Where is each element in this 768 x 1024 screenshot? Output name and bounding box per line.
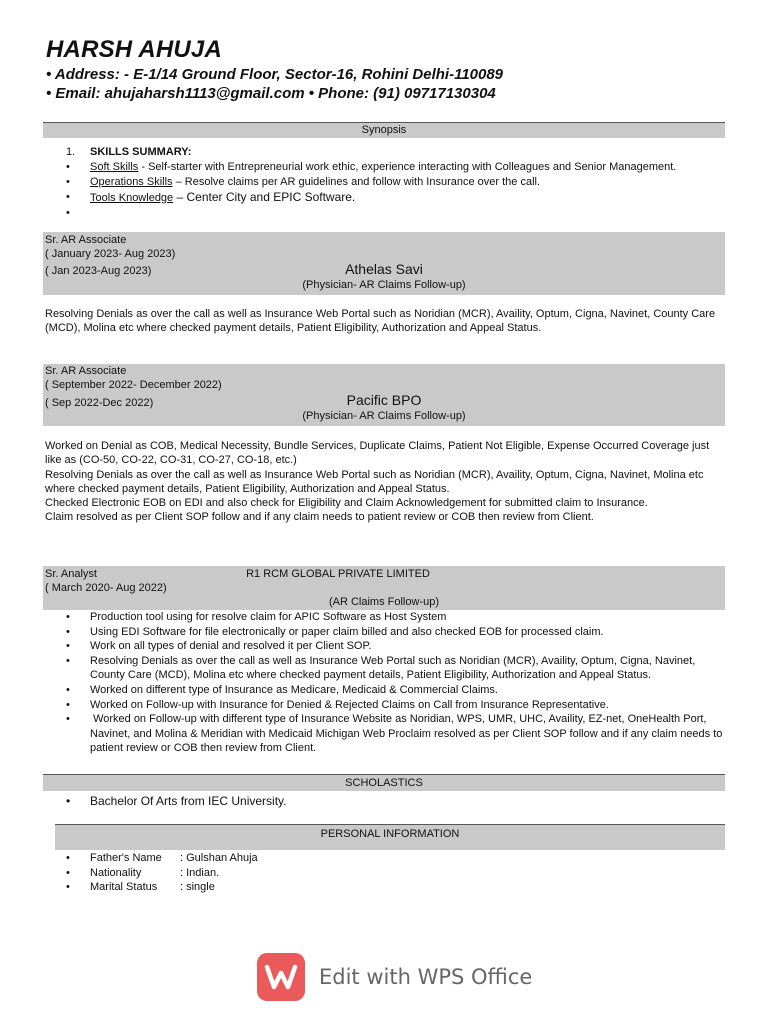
job-role: (Physician- AR Claims Follow-up) bbox=[302, 410, 466, 422]
field-label: Marital Status bbox=[90, 881, 158, 894]
list-item bbox=[66, 698, 726, 713]
section-title: SCHOLASTICS bbox=[345, 777, 423, 789]
list-item bbox=[66, 190, 676, 206]
skill-text: - Self-starter with Entrepreneurial work ethic, experience interacting with Colleagues and Senior Management. bbox=[138, 161, 677, 173]
bullet: • bbox=[66, 176, 70, 188]
description-line: Checked Electronic EOB on EDI and also check for Eligibility and Claim Acknowledgement for submitted claim to Insurance. bbox=[45, 497, 648, 510]
job-title: Sr. Analyst bbox=[45, 568, 97, 580]
synopsis-list bbox=[66, 145, 676, 221]
job-short-period: ( Jan 2023-Aug 2023) bbox=[45, 265, 152, 277]
bullet: • bbox=[66, 698, 70, 711]
contact-line: • Email: ahujaharsh1113@gmail.com • Phone: (91) 09717130304 bbox=[46, 85, 496, 102]
list-number: 1. bbox=[66, 146, 76, 158]
field-value: : single bbox=[180, 881, 215, 894]
scholastics-bar bbox=[43, 774, 725, 791]
bullet: • bbox=[66, 866, 70, 879]
list-item bbox=[66, 206, 676, 221]
skill-label: Tools Knowledge bbox=[90, 192, 174, 204]
bullet: • bbox=[66, 161, 70, 173]
list-item-text: Using EDI Software for file electronically or paper claim billed and also checked EOB for processed claim. bbox=[90, 625, 604, 638]
list-item bbox=[66, 794, 287, 808]
field-value: : Gulshan Ahuja bbox=[180, 852, 258, 864]
bullet: • bbox=[66, 881, 70, 894]
list-item bbox=[66, 712, 726, 756]
list-item bbox=[66, 610, 726, 625]
job-short-period: ( Sep 2022-Dec 2022) bbox=[45, 397, 154, 409]
section-title: PERSONAL INFORMATION bbox=[320, 828, 460, 840]
degree: Bachelor Of Arts from IEC University. bbox=[90, 794, 287, 808]
list-item-text: Work on all types of denial and resolved it per Client SOP. bbox=[90, 640, 372, 653]
list-item bbox=[66, 866, 258, 881]
field-label: Father's Name bbox=[90, 852, 162, 864]
wps-office-logo-icon bbox=[257, 953, 305, 1001]
list-item bbox=[66, 880, 258, 895]
wps-label: Edit with WPS Office bbox=[319, 965, 533, 989]
list-item bbox=[66, 175, 676, 190]
list-item bbox=[66, 654, 726, 683]
list-item-text: Worked on different type of Insurance as Medicare, Medicaid & Commercial Claims. bbox=[90, 683, 498, 696]
company-name: R1 RCM GLOBAL PRIVATE LIMITED bbox=[246, 568, 430, 580]
skills-summary-heading: SKILLS SUMMARY: bbox=[90, 146, 192, 158]
job-title: Sr. AR Associate bbox=[45, 234, 127, 246]
bullet: • bbox=[66, 654, 70, 667]
list-item bbox=[66, 851, 258, 866]
bullet: • bbox=[66, 207, 70, 219]
list-item bbox=[66, 639, 726, 654]
list-item-text: Worked on Follow-up with Insurance for Denied & Rejected Claims on Call from Insurance Representative. bbox=[90, 698, 609, 711]
bullet: • bbox=[66, 191, 70, 203]
list-item bbox=[66, 625, 726, 640]
job-description bbox=[45, 439, 725, 525]
job-title: Sr. AR Associate bbox=[45, 365, 127, 377]
bullet: • bbox=[66, 683, 70, 696]
skill-text: – Resolve claims per AR guidelines and follow with Insurance over the call. bbox=[172, 176, 541, 188]
job-period: ( September 2022- December 2022) bbox=[45, 379, 222, 391]
address-line: • Address: - E-1/14 Ground Floor, Sector-16, Rohini Delhi-110089 bbox=[46, 66, 504, 83]
bullet: • bbox=[66, 713, 70, 726]
bullet: • bbox=[66, 611, 70, 623]
list-item bbox=[66, 683, 726, 698]
section-title: Synopsis bbox=[361, 124, 407, 136]
list-item-text: Production tool using for resolve claim for APIC Software as Host System bbox=[90, 611, 447, 623]
description-line: Worked on Denial as COB, Medical Necessity, Bundle Services, Duplicate Claims, Patient Not Eligible, Expense Occurred Coverage just like as (CO-50, CO-22, CO-31, CO-27, CO-18, etc.) bbox=[45, 440, 710, 467]
personal-info-list bbox=[66, 851, 258, 895]
list-item-text: Resolving Denials as over the call as well as Insurance Web Portal such as Noridian (MCR), Availity, Optum, Cigna, Navinet, County Care (MCD), Molina etc where checked payment details, Patient Eligibility, Authorization and Appeal Status. bbox=[90, 654, 696, 682]
r1-responsibilities bbox=[66, 610, 726, 756]
list-item-text: Worked on Follow-up with different type of Insurance Website as Noridian, WPS, UMR, UHC, Availity, EZ-net, OneHealth Port, Navinet, and Molina & Meridian with Medicaid Michigan Web Proclaim resolved as per Client SOP follow and if any claim needs to patient review or COB then review from Client. bbox=[90, 713, 726, 755]
company-name: Athelas Savi bbox=[345, 261, 423, 277]
skill-label: Soft Skills bbox=[90, 161, 139, 173]
personal-info-bar bbox=[55, 824, 725, 850]
description-line: Resolving Denials as over the call as well as Insurance Web Portal such as Noridian (MCR), Availity, Optum, Cigna, Navinet, Molina etc where checked payment details, Patient Eligibility, Authorization and Appeal Status. bbox=[45, 468, 704, 495]
edit-with-wps-button[interactable] bbox=[257, 953, 532, 1001]
synopsis-bar bbox=[43, 122, 725, 138]
description-line: Claim resolved as per Client SOP follow and if any claim needs to patient review or COB then review from Client. bbox=[45, 511, 594, 524]
job-description: Resolving Denials as over the call as well as Insurance Web Portal such as Noridian (MCR), Availity, Optum, Cigna, Navinet, County Care (MCD), Molina etc where checked payment details, Patient Eligibility, Authorization and Appeal Status. bbox=[45, 308, 716, 335]
skill-text: – Center City and EPIC Software. bbox=[173, 190, 356, 204]
skill-label: Operations Skills bbox=[90, 176, 173, 188]
bullet: • bbox=[66, 640, 70, 653]
job-role: (Physician- AR Claims Follow-up) bbox=[302, 279, 466, 291]
field-label: Nationality bbox=[90, 866, 142, 879]
job-period: ( March 2020- Aug 2022) bbox=[45, 582, 167, 594]
field-value: : Indian. bbox=[180, 866, 220, 879]
bullet: • bbox=[66, 794, 71, 808]
company-name: Pacific BPO bbox=[346, 392, 422, 408]
job-period: ( January 2023- Aug 2023) bbox=[45, 248, 176, 260]
job-role: (AR Claims Follow-up) bbox=[328, 596, 440, 608]
bullet: • bbox=[66, 852, 70, 864]
candidate-name: HARSH AHUJA bbox=[46, 36, 222, 63]
experience-header-pacific bbox=[43, 364, 725, 426]
list-item bbox=[66, 160, 676, 175]
bullet: • bbox=[66, 625, 70, 638]
list-item bbox=[66, 145, 676, 160]
